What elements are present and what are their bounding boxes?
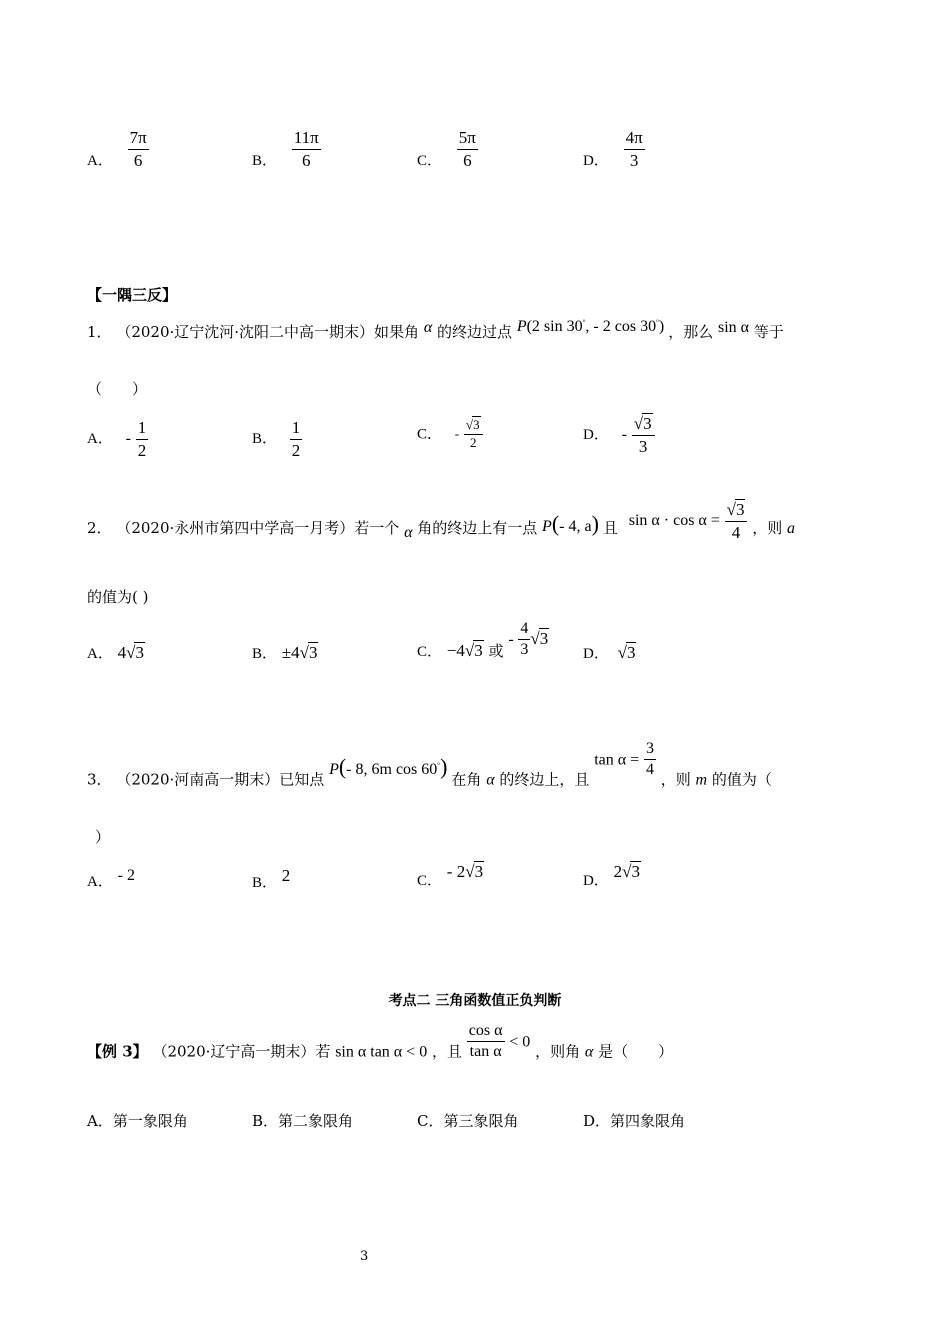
option-label: A． [87,153,113,170]
paren-close: ) [591,511,599,537]
fraction [290,418,303,460]
question-3-line [87,740,772,789]
question-text: 角的终边上有一点 [417,519,538,538]
radicand: 3 [735,500,745,519]
page-number: 3 [360,1249,369,1264]
numerator: 4 [520,620,529,637]
question-number: 3． [87,770,112,789]
coefficient: - 2 [446,862,466,881]
example-text: ，则角 [535,1042,581,1061]
ex3-option-d: D．第四象限角 [583,1112,686,1130]
denominator: 3 [624,149,645,171]
q1-option-d [583,414,655,456]
sqrt [466,418,481,433]
sqrt-symbol: √ [622,862,632,881]
question-source: （2020·河南高一期末）已知点 [116,770,325,789]
q3-option-a [87,866,135,891]
coefficient: 2 [613,862,623,881]
question-3-line-2: ） [95,828,111,846]
minus-sign: - [125,430,131,448]
radicand: 3 [308,643,318,662]
example-text: ，且 [431,1042,462,1061]
minus-sign: - [508,630,514,648]
numerator [464,418,483,434]
minus-sign: - [454,426,460,442]
fraction [136,418,149,460]
alpha-symbol: α [584,1043,594,1061]
question-source: （2020·辽宁沈河·沈阳二中高一期末）如果角 [116,323,420,341]
point-expression [329,754,451,780]
option-label: A． [87,874,113,890]
coefficient: −4 [446,640,465,660]
option-label: C． [417,426,443,443]
question-text: ，那么 [668,323,714,341]
point-expression [542,511,603,537]
sqrt-symbol: √ [530,628,540,648]
alpha-symbol: α [423,319,433,336]
point-letter: P [329,761,339,779]
ex3-option-c: C．第三象限角 [417,1112,519,1130]
point-expression [517,318,668,335]
option-label: B． [252,153,278,170]
sqrt [465,862,484,882]
section-2-title: 考点二 三角函数值正负判断 [388,993,562,1009]
example-source: （2020·辽宁高一期末）若 [152,1042,331,1061]
q3-option-d [583,862,641,890]
paren-close: ) [440,754,448,780]
q1-option-c [417,418,483,451]
option-value: 2 [281,866,291,885]
q1-option-a [87,418,148,460]
q1-option-b [252,418,302,460]
alpha-symbol: α [404,524,413,542]
sqrt-symbol: √ [465,417,474,432]
sin-term: 2 sin 30 [531,318,583,335]
sqrt [530,629,549,649]
option-label: A． [87,646,113,662]
option-label: C． [417,873,443,889]
sqrt-symbol: √ [126,643,136,662]
numerator: 1 [137,418,147,437]
fraction [518,620,530,660]
fraction [464,418,483,451]
numerator [725,500,748,521]
point-letter: P [516,318,527,335]
q2-option-d [583,642,636,663]
question-number: 1． [87,323,112,341]
degree-symbol: ° [437,762,441,771]
point-letter: P [542,518,552,536]
fraction [128,128,149,170]
ex3-option-a: A．第一象限角 [87,1112,188,1130]
denominator: 2 [291,440,301,460]
numerator: 1 [291,418,301,437]
option-label: C． [417,153,443,170]
question-1-line [87,318,784,342]
point-coords: - 4, a [559,518,592,536]
radicand: 3 [631,862,640,881]
radicand: 3 [626,643,636,662]
top-option-c [417,128,478,170]
coefficient: 4 [117,643,127,662]
denominator: 4 [725,521,748,543]
question-paren: （ ） [87,380,148,398]
option-value: - 2 [117,867,135,884]
option-label: B． [252,431,278,448]
denominator: 3 [520,641,529,659]
q2-option-a [87,642,145,663]
degree-symbol: ° [656,318,659,327]
example-3-line [87,1022,673,1062]
question-text: ，则 [752,519,783,538]
degree-symbol: ° [582,318,586,327]
q2-option-c [417,620,549,661]
minus-sign: - [621,426,627,444]
option-label: D． [583,646,609,662]
sqrt [634,414,653,434]
paren-open: ( [526,318,532,335]
trig-expression: sin α · cos α = [628,512,720,530]
sqrt-symbol: √ [633,414,644,433]
sqrt [300,643,319,663]
fraction [725,500,748,542]
fraction [457,128,478,170]
variable-a: a [787,520,796,538]
fraction [632,414,655,456]
radicand: 3 [474,862,484,881]
denominator: 6 [457,149,478,171]
denominator: 6 [128,149,149,171]
question-text: 的终边上，且 [499,770,590,789]
denominator: 3 [632,435,655,457]
sqrt [727,500,746,520]
option-label: C． [417,643,443,660]
sqrt-symbol: √ [464,640,475,660]
question-number: 2． [87,519,112,538]
ex3-option-b: B．第二象限角 [252,1112,354,1130]
cos-term: , - 2 cos 30 [585,318,657,335]
numerator: cos α [468,1022,503,1039]
question-text: 且 [602,519,618,538]
point-coords: - 8, 6m cos 60 [346,761,438,779]
option-label: D． [583,153,609,170]
numerator: 7π [129,128,147,147]
q2-option-b [252,642,318,663]
denominator: 2 [137,440,147,460]
option-label: A． [87,431,113,448]
radicand: 3 [539,628,549,648]
fraction [292,128,321,170]
q3-option-b [252,866,290,892]
fraction [644,740,656,780]
radicand: 3 [135,643,144,662]
denominator: 2 [464,434,483,451]
question-source: （2020·永州市第四中学高一月考）若一个 [116,519,400,538]
question-text: 的值为（ [711,770,772,789]
section-header: 【一隅三反】 [87,286,178,304]
denominator: 4 [645,761,654,779]
numerator: 11π [293,128,319,147]
coefficient: ±4 [281,643,300,662]
top-option-b [252,128,321,170]
top-option-d [583,128,645,170]
example-text: 是（ ） [598,1042,674,1061]
option-label: D． [583,873,609,889]
paren-close: ) [658,318,665,335]
question-text: 的终边过点 [437,323,513,341]
question-2-line [87,500,795,542]
radicand: 3 [643,414,652,433]
option-label: B． [252,646,278,662]
alpha-symbol: α [486,771,495,789]
fraction [624,128,645,170]
sin-alpha: sin α [718,319,750,336]
question-text: 在角 [451,770,482,789]
denominator: 6 [292,149,321,171]
numerator: 5π [458,128,476,147]
top-option-a [87,128,149,170]
less-than-zero: < 0 [509,1033,531,1051]
sqrt [465,641,484,661]
numerator: 3 [645,740,654,757]
q3-option-c [417,862,484,890]
radicand: 3 [474,640,483,660]
sqrt-symbol: √ [726,500,736,519]
numerator: 4π [625,128,643,147]
sqrt-symbol: √ [617,643,627,662]
question-text: 等于 [753,323,784,341]
radicand: 3 [473,417,480,432]
sqrt [126,643,145,663]
or-word: 或 [488,641,504,660]
sqrt-symbol: √ [299,643,309,662]
numerator [632,414,655,435]
sqrt-symbol: √ [465,862,475,881]
example-tag: 【例 3】 [87,1042,148,1061]
paren-open: ( [338,754,347,780]
option-label: D． [583,427,609,444]
variable-m: m [695,771,708,789]
tan-expression: tan α = [594,751,640,769]
inequality-1: sin α tan α < 0 [335,1043,428,1061]
denominator: tan α [467,1041,505,1061]
paren-open: ( [551,511,560,537]
sqrt [618,643,637,663]
sqrt [622,862,641,882]
fraction [467,1022,505,1062]
question-2-line-2: 的值为( ) [87,588,149,606]
question-text: ，则 [660,770,691,789]
option-label: B． [252,875,278,891]
